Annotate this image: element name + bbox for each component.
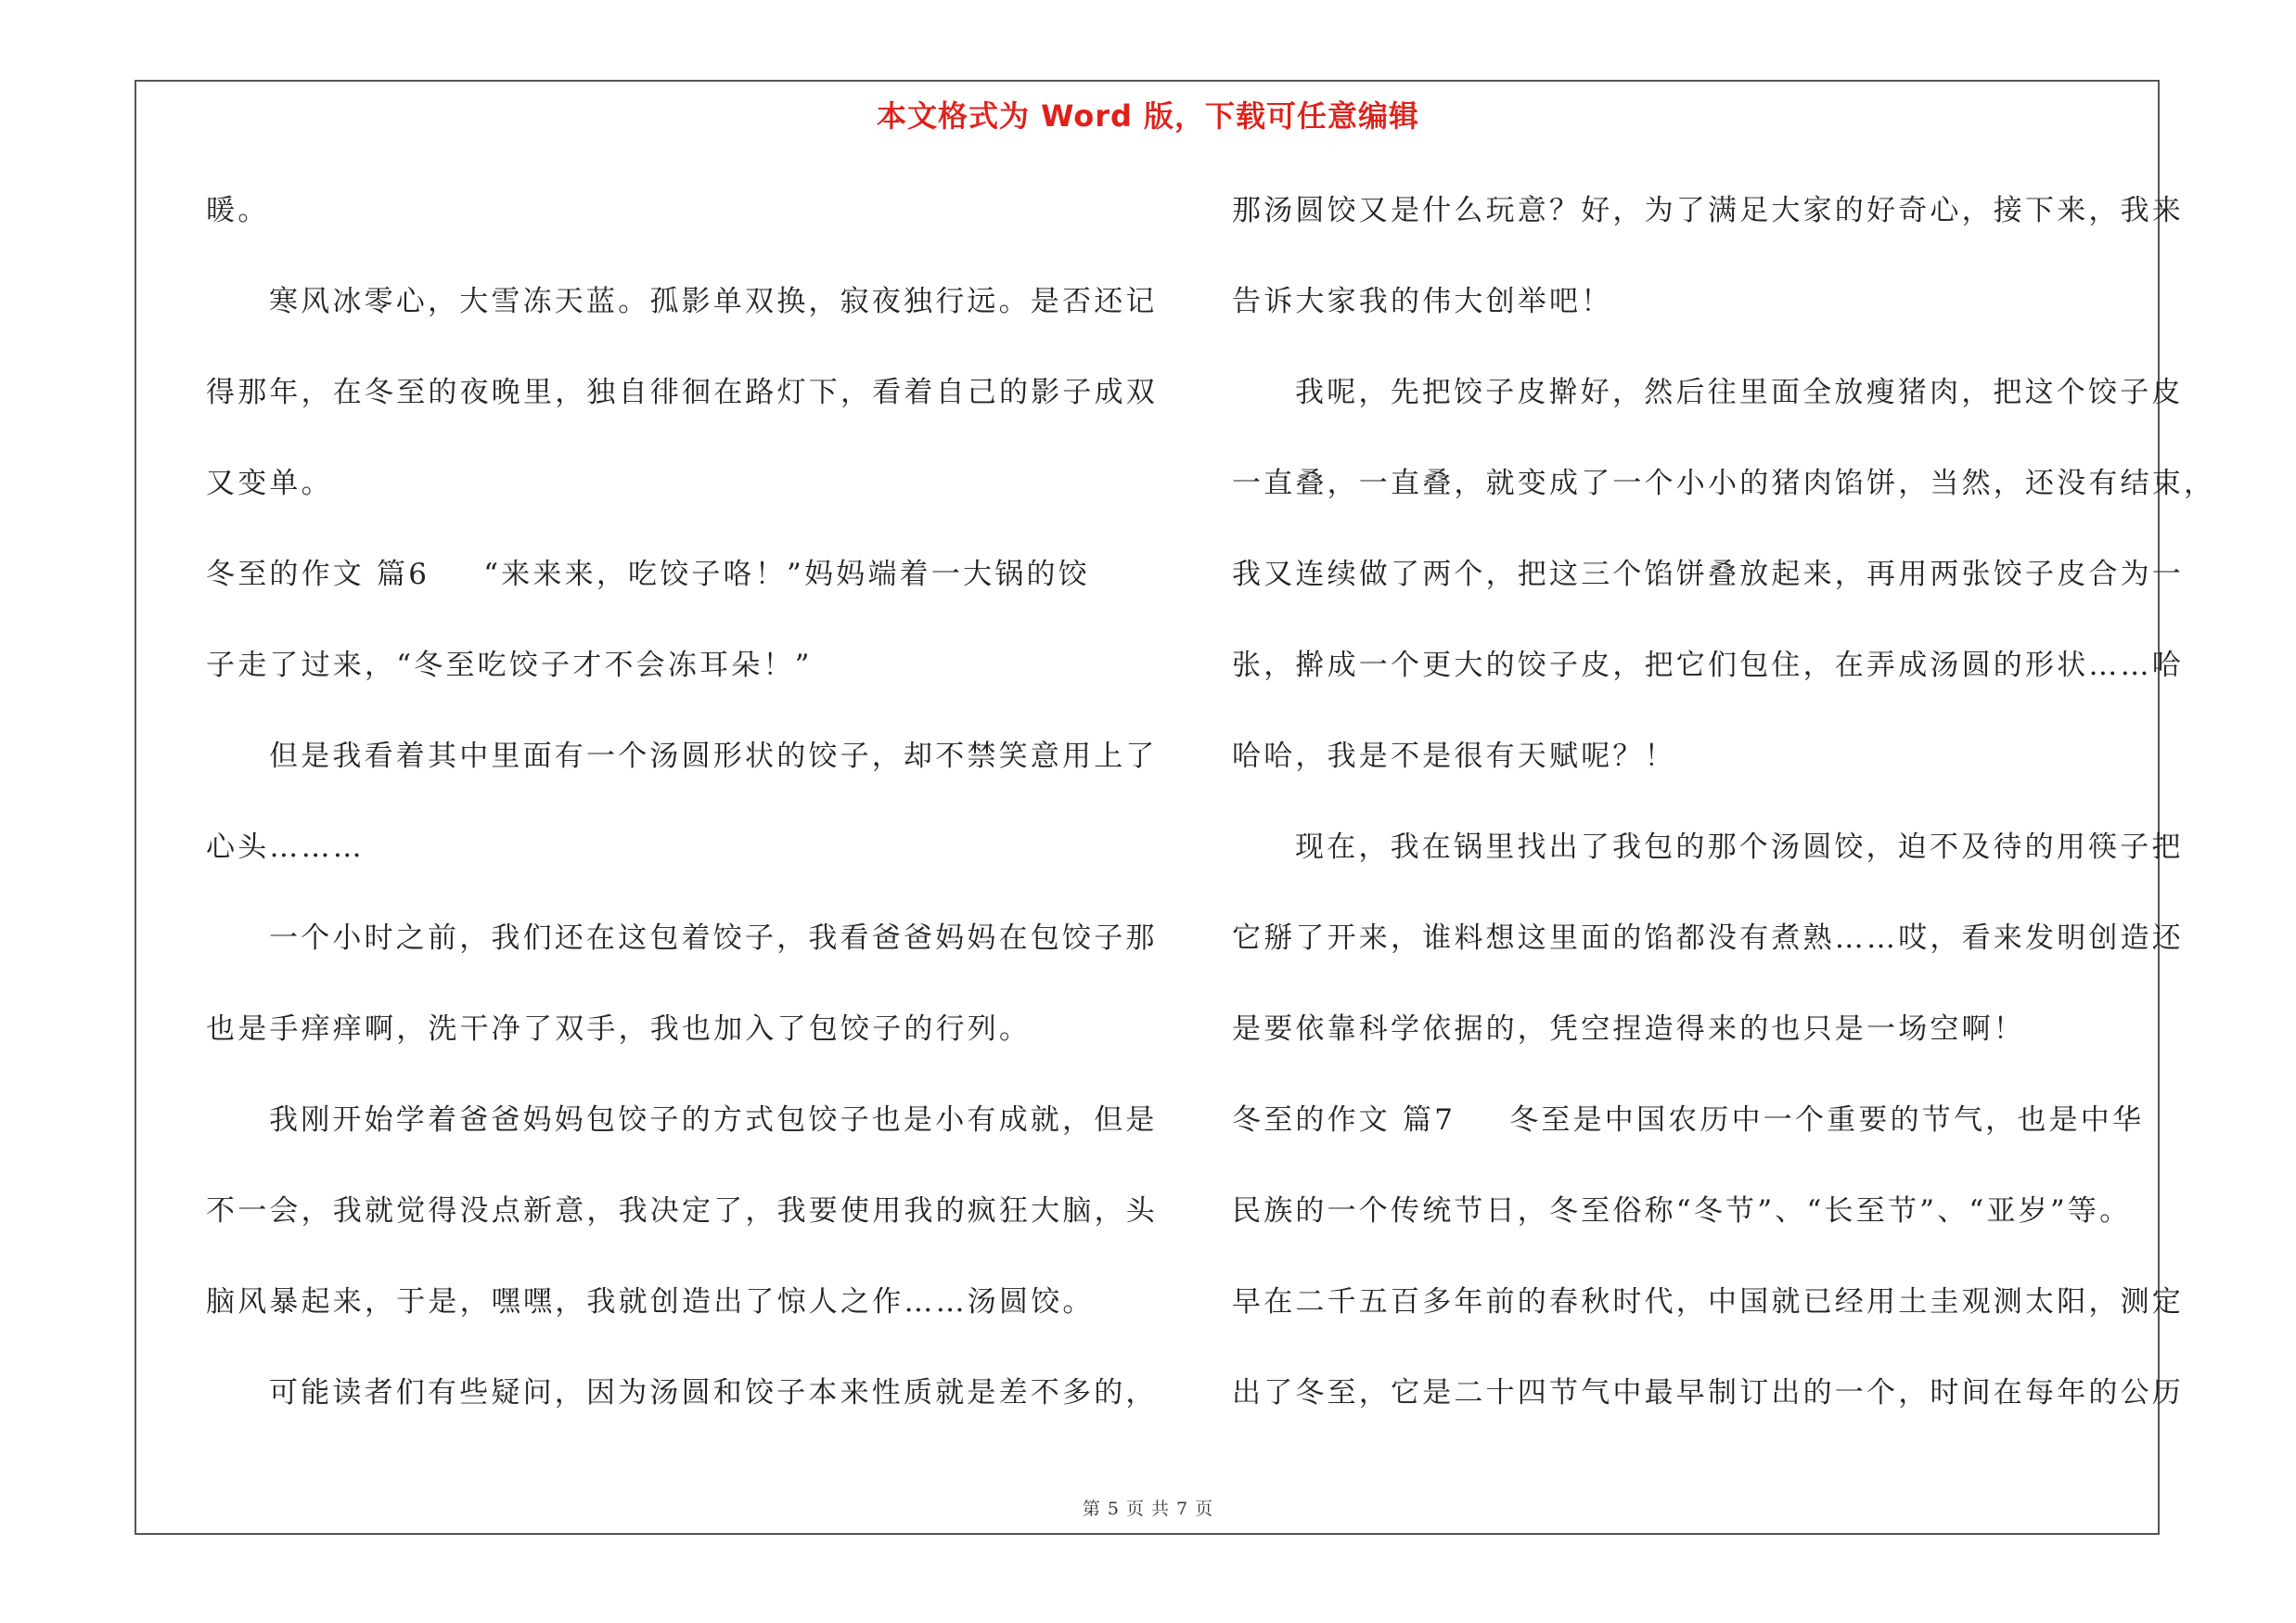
right-text-column [1232,184,2216,1457]
text-line: 寒风冰零心，大雪冻天蓝。孤影单双换，寂夜独行远。是否还记 [269,285,1158,318]
essay-heading-7: 冬至的作文 篇7 [1232,1103,1456,1137]
text-line: 冬至是中国农历中一个重要的节气，也是中华 [1509,1103,2145,1137]
text-line: 也是手痒痒啊，洗干净了双手，我也加入了包饺子的行列。 [206,1012,1032,1046]
essay-heading-line [206,547,1124,638]
text-line: 我又连续做了两个，把这三个馅饼叠放起来，再用两张饺子皮合为一 [1232,558,2184,591]
essay-heading-line [1232,1093,2152,1184]
text-line: 告诉大家我的伟大创举吧！ [1232,285,1613,318]
text-line: 心头……… [206,831,365,864]
text-line: 民族的一个传统节日，冬至俗称“冬节”、“长至节”、“亚岁”等。 [1232,1194,2132,1228]
text-line: 哈哈，我是不是很有天赋呢？！ [1232,740,1676,773]
essay-heading-6: 冬至的作文 篇6 [206,558,430,591]
text-line: 子走了过来，“冬至吃饺子才不会冻耳朵！” [206,649,813,682]
text-line: 早在二千五百多年前的春秋时代，中国就已经用土圭观测太阳，测定 [1232,1285,2184,1319]
text-line: 暖。 [206,194,270,227]
text-line: 又变单。 [206,467,333,500]
text-line: 现在，我在锅里找出了我包的那个汤圆饺，迫不及待的用筷子把 [1295,831,2184,864]
text-line: 脑风暴起来，于是，嘿嘿，我就创造出了惊人之作……汤圆饺。 [206,1285,1095,1319]
text-line: 张，擀成一个更大的饺子皮，把它们包住，在弄成汤圆的形状……哈 [1232,649,2184,682]
text-line: 我呢，先把饺子皮擀好，然后往里面全放瘦猪肉，把这个饺子皮 [1295,376,2184,409]
text-line: 是要依靠科学依据的，凭空捏造得来的也只是一场空啊！ [1232,1012,2025,1046]
text-line: 一直叠，一直叠，就变成了一个小小的猪肉馅饼，当然，还没有结束， [1232,467,2216,500]
text-line: 一个小时之前，我们还在这包着饺子，我看爸爸妈妈在包饺子那 [269,921,1158,955]
text-line: 那汤圆饺又是什么玩意？好，为了满足大家的好奇心，接下来，我来 [1232,194,2184,227]
text-line: 它掰了开来，谁料想这里面的馅都没有煮熟……哎，看来发明创造还 [1232,921,2184,955]
text-line: 但是我看着其中里面有一个汤圆形状的饺子，却不禁笑意用上了 [269,740,1158,773]
left-text-column [206,184,1158,1457]
text-line: “来来来，吃饺子咯！”妈妈端着一大锅的饺 [483,558,1090,591]
text-line: 出了冬至，它是二十四节气中最早制订出的一个，时间在每年的公历 [1232,1376,2184,1410]
text-line: 不一会，我就觉得没点新意，我决定了，我要使用我的疯狂大脑，头 [206,1194,1158,1228]
text-line: 可能读者们有些疑问，因为汤圆和饺子本来性质就是差不多的， [269,1376,1158,1410]
text-line: 得那年，在冬至的夜晚里，独自徘徊在路灯下，看着自己的影子成双 [206,376,1158,409]
format-notice-header: 本文格式为 Word 版，下载可任意编辑 [876,98,1420,134]
text-line: 我刚开始学着爸爸妈妈包饺子的方式包饺子也是小有成就，但是 [269,1103,1158,1137]
page-number-footer: 第 5 页 共 7 页 [1082,1499,1214,1519]
